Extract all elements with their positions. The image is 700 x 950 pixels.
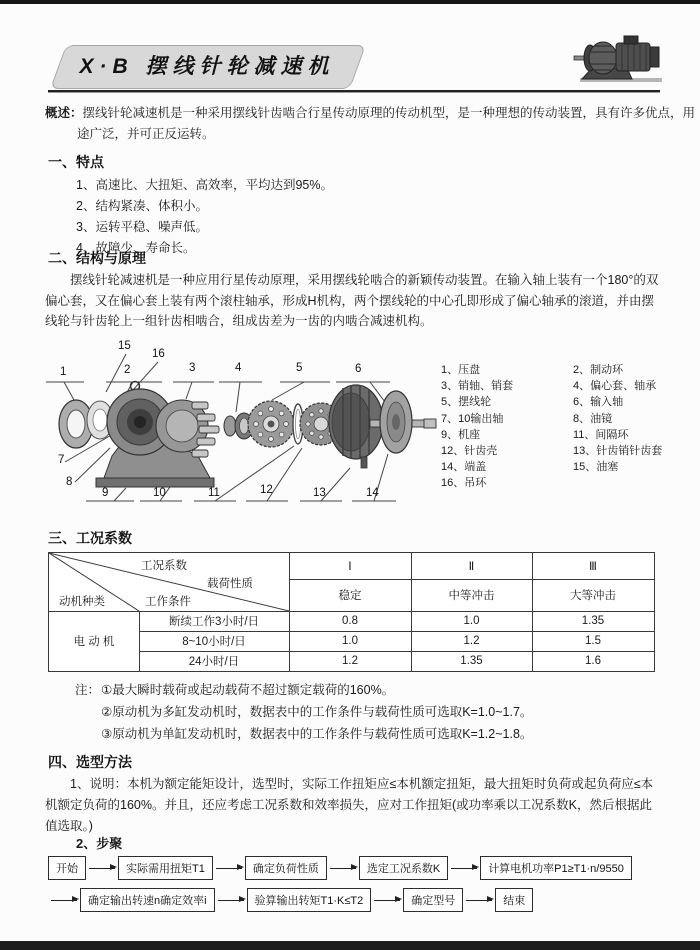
selection-heading: 四、选型方法 [48,754,132,770]
features-list [76,175,333,259]
flow-step-output-speed: 确定输出转速n确定效率i [80,888,215,912]
flow-arrow-icon [216,868,242,869]
steps-label: 2、步聚 [76,836,123,851]
coeff-table [48,552,655,672]
flow-step-model: 确定型号 [403,888,463,912]
part-label: 6、输入轴 [573,396,624,409]
note-item: ①最大瞬时载荷或起动载荷不超过额定载荷的160%。 [101,683,395,697]
part-label: 8、油镜 [573,412,613,425]
notes-label: 注： [75,683,101,697]
grade-header: Ⅱ [468,561,475,573]
flow-arrow-icon [374,900,400,901]
callout-number: 16 [152,348,165,360]
overview-label: 概述： [45,106,83,120]
part-label: 13、针齿销针齿套 [573,445,663,458]
corner-label-machine-type: 动机种类 [59,596,105,608]
header-divider [48,90,660,93]
value-cell: 1.0 [342,635,358,647]
parts-row [441,394,665,410]
features-heading: 一、特点 [48,154,104,170]
callout-number: 12 [260,484,273,496]
flow-step-load-nature: 确定负荷性质 [245,856,327,880]
overview-paragraph [45,103,697,145]
callout-number: 11 [208,487,220,499]
flow-arrow-icon [89,868,115,869]
value-cell: 1.6 [585,655,601,667]
callout-number: 10 [153,487,166,499]
value-cell: 1.2 [463,635,480,647]
callout-number: 15 [118,340,131,352]
part-label: 5、摆线轮 [441,396,492,409]
grade-header: Ⅲ [589,561,597,573]
parts-row [441,459,665,475]
corner-label-load-nature: 载荷性质 [207,578,253,590]
callout-number: 4 [235,362,242,374]
value-cell: 0.8 [342,615,358,627]
value-cell: 1.35 [581,615,605,627]
condition-cell: 24小时/日 [188,656,240,668]
part-label: 11、间隔环 [573,428,629,441]
selection-flow-row1 [48,856,666,880]
condition-cell: 断续工作3小时/日 [168,616,260,628]
load-nature-header: 稳定 [338,590,362,602]
flow-arrow-icon [466,900,492,901]
parts-list [441,362,665,492]
parts-row [441,362,665,378]
parts-row [441,411,665,427]
parts-row [441,475,665,491]
structure-heading: 二、结构与原理 [48,250,146,266]
flow-step-end: 结束 [495,888,533,912]
callout-number: 7 [58,454,65,466]
load-nature-header: 中等冲击 [448,590,495,602]
callout-number: 3 [189,362,196,374]
flow-step-motor-power: 计算电机功率P1≥T1·n/9550 [480,856,632,880]
parts-row [441,427,665,443]
notes-block [75,679,665,745]
feature-item: 4、故障少、寿命长。 [76,241,196,255]
coeff-table-heading: 三、工况系数 [48,530,132,546]
corner-label-coefficient: 工况系数 [141,560,187,572]
callout-number: 13 [313,487,326,499]
page-title: X·B 摆线针轮减速机 [79,55,335,78]
part-label: 1、压盘 [441,364,481,376]
parts-row [441,378,665,394]
callout-number: 14 [366,487,379,499]
feature-item: 2、结构紧凑、体积小。 [76,199,208,213]
callout-number: 6 [355,363,362,375]
parts-row [441,443,665,459]
part-label: 7、10输出轴 [441,412,504,425]
selection-description: 1、说明：本机为额定能矩设计，选型时，实际工作扭矩应≤本机额定扭矩，最大扭矩时负荷或起负荷应≤本机额定负荷的160%。并且，还应考虑工况系数和效率损失，应对工作扭矩(或功率乘以工况系数K，然后根据此值选取。) [45,777,654,833]
flow-step-verify-torque: 验算输出转矩T1·K≤T2 [247,888,372,912]
exploded-diagram [40,336,438,518]
overview-text: 摆线针轮减速机是一种采用摆线针齿啮合行星传动原理的传动机型，是一种理想的传动装置，具有许多优点，用途广泛，并可正反运转。 [77,106,696,141]
value-cell: 1.35 [460,655,483,667]
part-label [573,475,665,491]
part-label: 14、端盖 [441,461,487,474]
flow-step-coefficient: 选定工况系数K [359,856,448,880]
flow-arrow-icon [51,900,77,901]
corner-label-work-condition: 工作条件 [145,596,191,608]
part-label: 15、油塞 [573,461,619,474]
note-item: ③原动机为单缸发动机时，数据表中的工作条件与载荷性质可选取K=1.2~1.8。 [101,727,533,741]
value-cell: 1.5 [585,635,601,647]
grade-header: Ⅰ [348,561,352,573]
part-label: 12、针齿壳 [441,445,498,458]
machine-type-cell: 电 动 机 [73,636,115,648]
flow-arrow-icon [451,868,477,869]
part-label: 16、吊环 [441,477,487,490]
flow-arrow-icon [330,868,356,869]
page-bottom-rule [0,941,700,950]
condition-cell: 8~10小时/日 [182,636,246,648]
part-label: 9、机座 [441,428,481,441]
part-label: 2、制动环 [573,364,624,376]
structure-paragraph: 摆线针轮减速机是一种应用行星传动原理，采用摆线轮啮合的新颖传动装置。在输入轴上装有一个180°的双偏心套，又在偏心套上装有两个滚柱轴承，形成H机构，两个摆线轮的中心孔即形成了偏心轴承的滚道，并由摆线轮与针齿轮上一组针齿相啮合，组成齿差为一齿的内啮合减速机构。 [45,273,659,328]
callout-number: 9 [102,487,109,499]
gear-motor-illustration [572,30,668,86]
selection-flow-row2 [48,888,666,912]
value-cell: 1.0 [463,615,480,627]
note-item: ②原动机为多缸发动机时，数据表中的工作条件与载荷性质可选取K=1.0~1.7。 [101,705,533,719]
flow-step-start: 开始 [48,856,86,880]
callout-number: 5 [296,362,303,374]
part-label: 4、偏心套、轴承 [573,380,657,393]
page-top-rule [0,0,700,4]
feature-item: 1、高速比、大扭矩、高效率，平均达到95%。 [76,178,333,192]
feature-item: 3、运转平稳、噪声低。 [76,220,208,234]
flow-arrow-icon [218,900,244,901]
callout-number: 8 [66,476,73,488]
part-label: 3、销轴、销套 [441,380,514,393]
callout-number: 1 [60,366,67,378]
value-cell: 1.2 [342,655,358,667]
load-nature-header: 大等冲击 [570,590,616,602]
callout-number: 2 [124,364,131,376]
product-photo [572,30,668,86]
flow-step-torque: 实际需用扭矩T1 [118,856,213,880]
